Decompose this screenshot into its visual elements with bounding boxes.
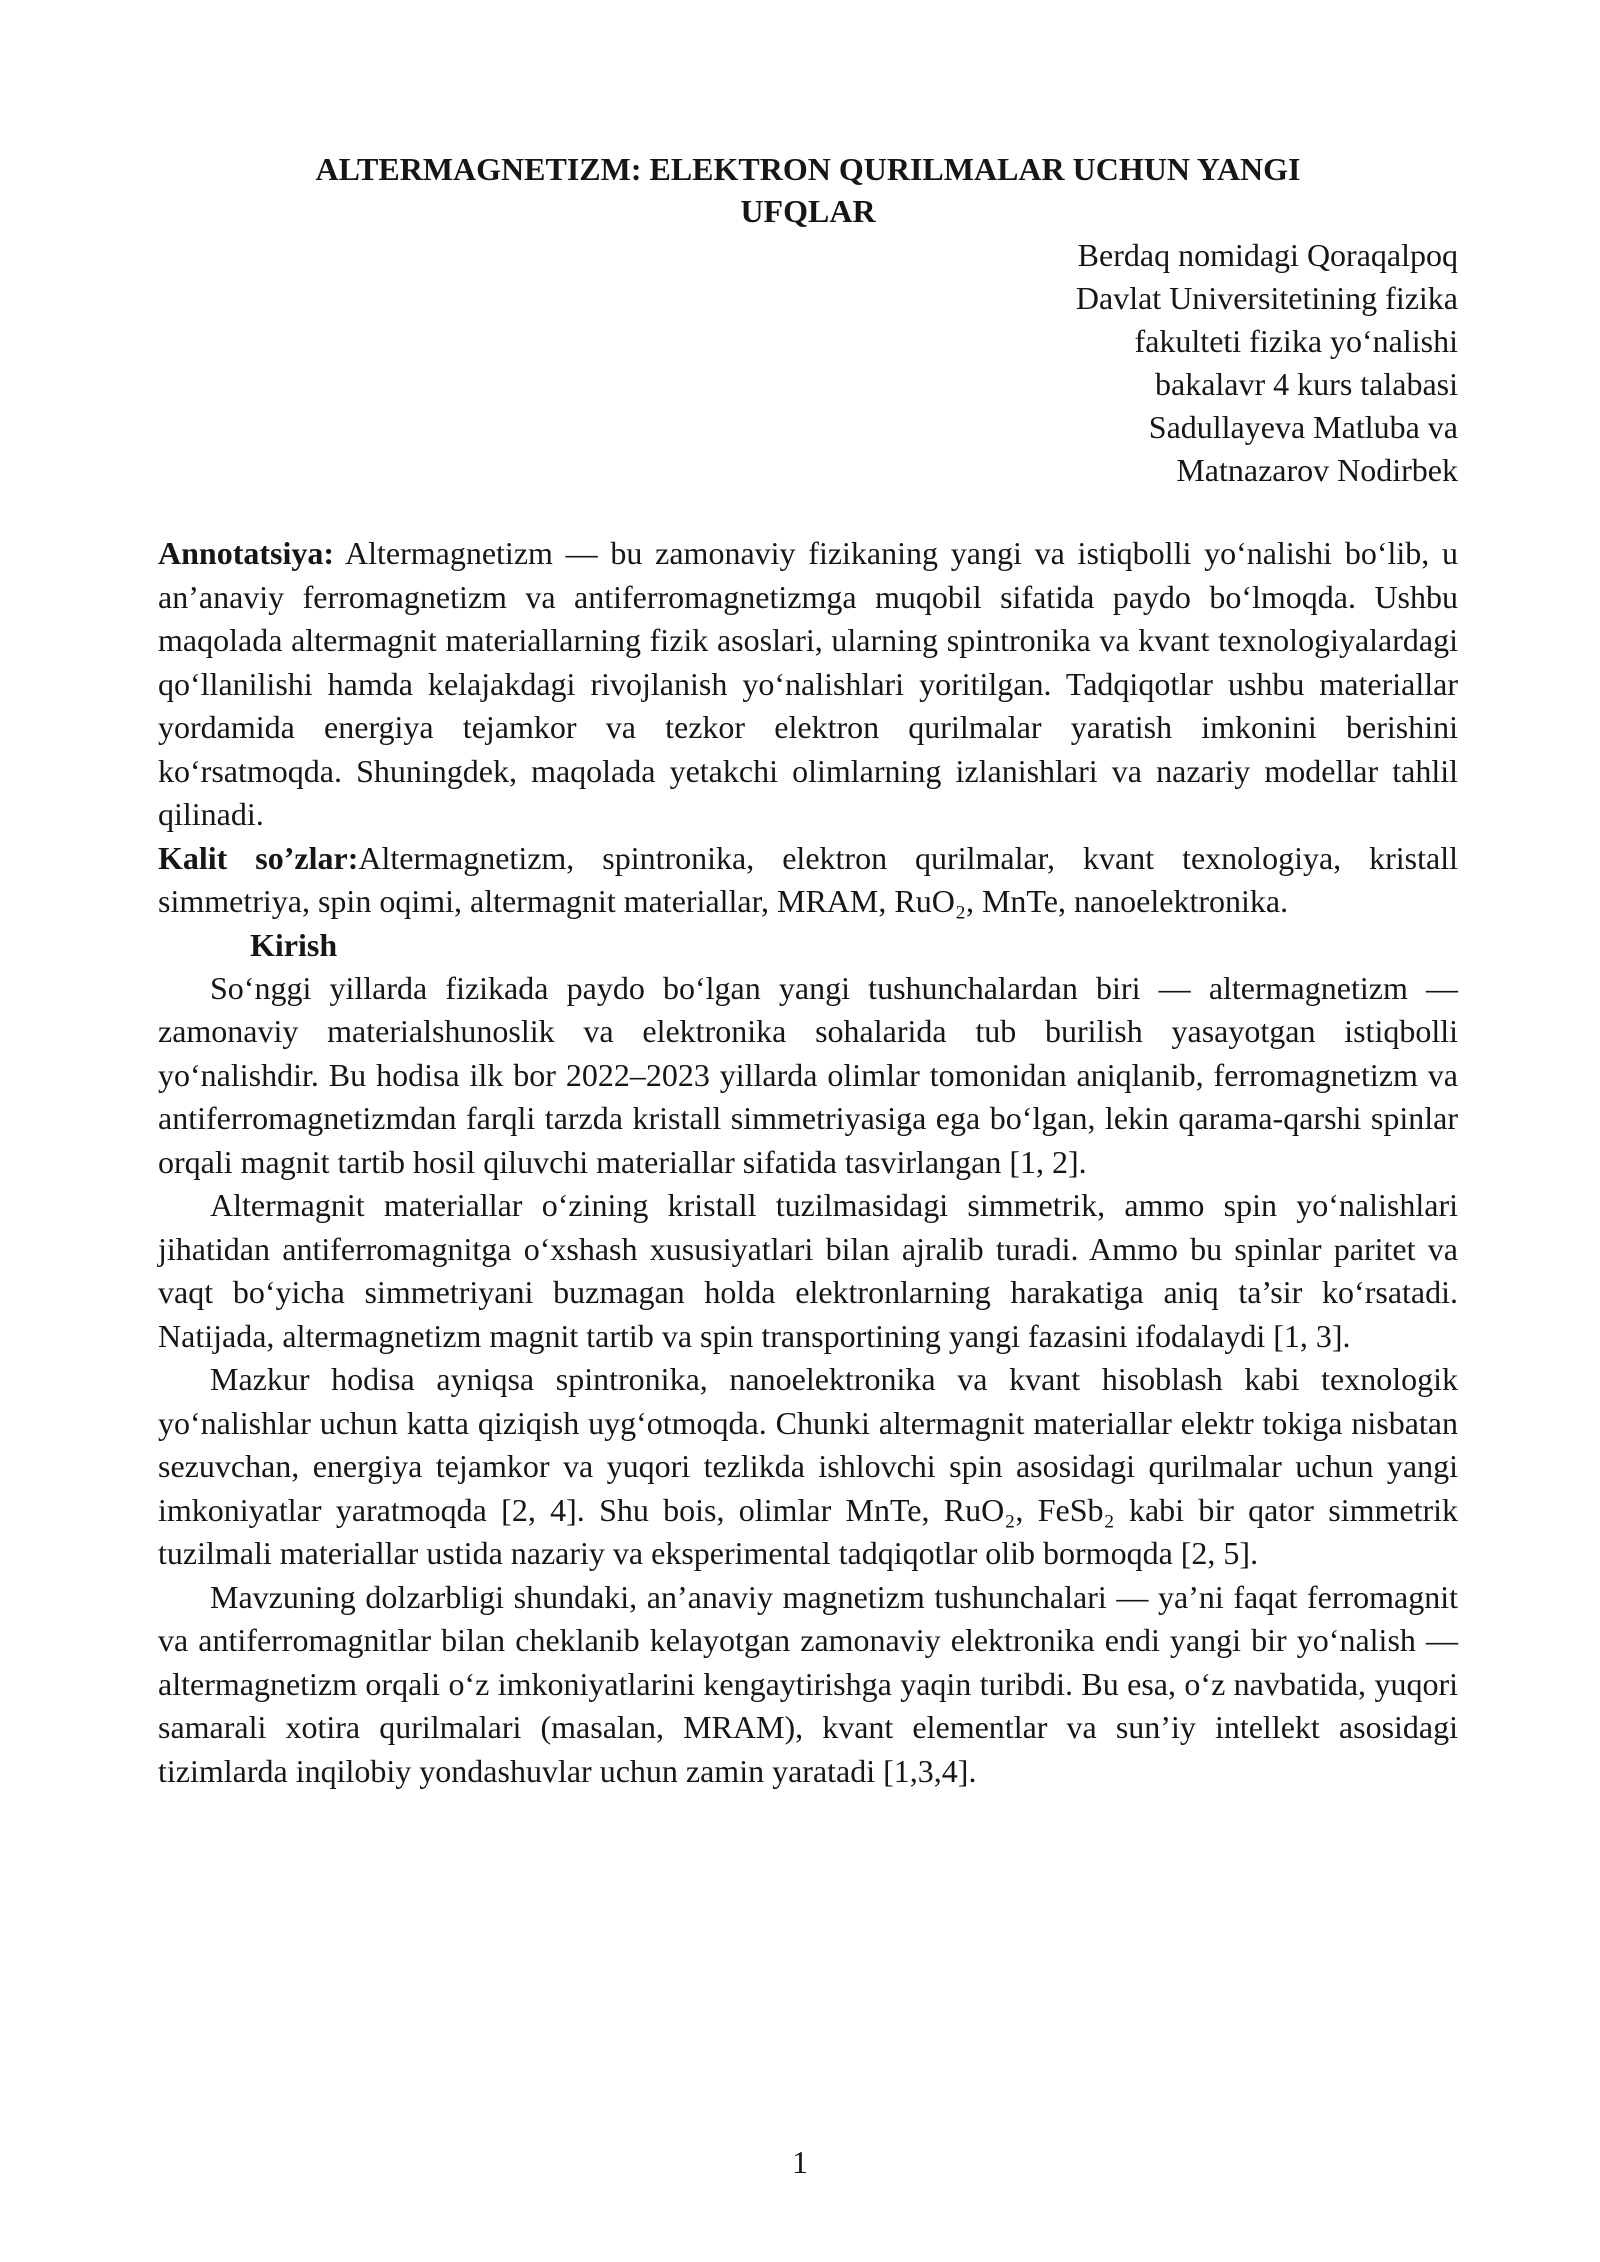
keywords-label: Kalit so’zlar: xyxy=(158,839,359,876)
author-names-line: Sadullayeva Matluba va xyxy=(1148,409,1458,445)
affiliation-line: fakulteti fizika yo‘nalishi xyxy=(1134,323,1458,359)
keywords-text: Altermagnetizm, spintronika, elektron qurilmalar, kvant texnologiya, kristall simmetriya, spin oqimi, altermagnit materiallar, MRAM, RuO₂, MnTe, nanoelektronika. xyxy=(158,839,1459,919)
document-page xyxy=(158,148,1458,1793)
paper-title-line-1: ALTERMAGNETIZM: ELEKTRON QURILMALAR UCHUN YANGI xyxy=(315,151,1301,187)
paper-title-line-2: UFQLAR xyxy=(740,193,876,229)
body-paragraph: Mazkur hodisa ayniqsa spintronika, nanoelektronika va kvant hisoblash kabi texnologik yo‘nalishlar uchun katta qiziqish uyg‘otmoqda. Chunki altermagnit materiallar elektr tokiga nisbatan sezuvchan, energiya tejamkor va yuqori tezlikda ishlovchi spin asosidagi qurilmalar uchun yangi imkoniyatlar yaratmoqda [2, 4]. Shu bois, olimlar MnTe, RuO₂, FeSb₂ kabi bir qator simmetrik tuzilmali materiallar ustida nazariy va eksperimental tadqiqotlar olib bormoqda [2, 5]. xyxy=(158,1361,1458,1571)
page-number: 1 xyxy=(792,2144,808,2180)
author-names-line: Matnazarov Nodirbek xyxy=(1176,452,1458,488)
affiliation-line: bakalavr 4 kurs talabasi xyxy=(1155,366,1458,402)
body-paragraph: Mavzuning dolzarbligi shundaki, an’anaviy magnetizm tushunchalari — ya’ni faqat ferromagnit va antiferromagnitlar bilan cheklanib kelayotgan zamonaviy elektronika endi yangi bir yo‘nalish — altermagnetizm orqali o‘z imkoniyatlarini kengaytirishga yaqin turibdi. Bu esa, o‘z navbatida, yuqori samarali xotira qurilmalari (masalan, MRAM), kvant elementlar va sun’iy intellekt asosidagi tizimlarda inqilobiy yondashuvlar uchun zamin yaratadi [1,3,4]. xyxy=(158,1578,1458,1789)
paper-title xyxy=(158,148,1458,232)
annotation-text: Altermagnetizm — bu zamonaviy fizikaning yangi va istiqbolli yo‘nalishi bo‘lib, u an’anaviy ferromagnetizm va antiferromagnetizmga muqobil sifatida paydo bo‘lmoqda. Ushbu maqolada altermagnit materiallarning fizik asoslari, ularning spintronika va kvant texnologiyalardagi qo‘llanilishi hamda kelajakdagi rivojlanish yo‘nalishlari yoritilgan. Tadqiqotlar ushbu materiallar yordamida energiya tejamkor va tezkor elektron qurilmalar yaratish imkonini berishini ko‘rsatmoqda. Shuningdek, maqolada yetakchi olimlarning izlanishlari va nazariy modellar tahlil qilinadi. xyxy=(158,535,1458,832)
affiliation-line: Davlat Universitetining fizika xyxy=(1075,280,1458,316)
author-affiliation xyxy=(158,234,1458,492)
affiliation-line: Berdaq nomidagi Qoraqalpoq xyxy=(1077,237,1458,273)
annotation-label: Annotatsiya: xyxy=(158,535,335,571)
body-paragraph: So‘nggi yillarda fizikada paydo bo‘lgan yangi tushunchalardan biri — altermagnetizm — zamonaviy materialshunoslik va elektronika sohalarida tub burilish yasayotgan istiqbolli yo‘nalishdir. Bu hodisa ilk bor 2022–2023 yillarda olimlar tomonidan aniqlanib, ferromagnetizm va antiferromagnetizmdan farqli tarzda kristall simmetriyasiga ega bo‘lgan, lekin qarama-qarshi spinlar orqali magnit tartib hosil qiluvchi materiallar sifatida tasvirlangan [1, 2]. xyxy=(158,969,1458,1180)
section-heading-kirish: Kirish xyxy=(250,926,338,963)
keywords-paragraph xyxy=(158,837,1458,924)
body-paragraph: Altermagnit materiallar o‘zining kristall tuzilmasidagi simmetrik, ammo spin yo‘nalishlari jihatidan antiferromagnitga o‘xshash xususiyatlari bilan ajralib turadi. Ammo bu spinlar paritet va vaqt bo‘yicha simmetriyani buzmagan holda elektronlarning harakatiga aniq ta’sir ko‘rsatadi. Natijada, altermagnetizm magnit tartib va spin transportining yangi fazasini ifodalaydi [1, 3]. xyxy=(158,1187,1458,1354)
annotation-paragraph xyxy=(158,532,1458,837)
